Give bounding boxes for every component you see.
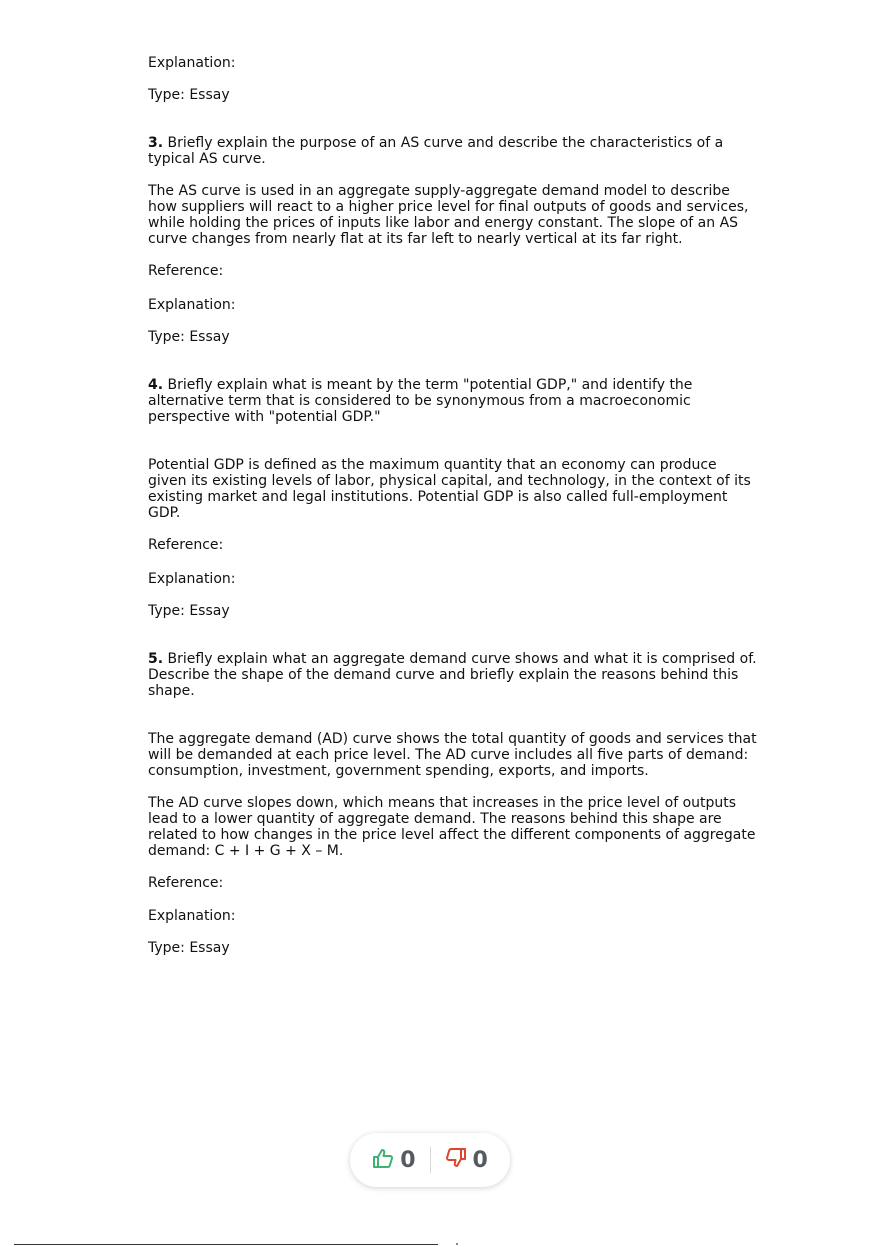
question-5-text: Briefly explain what an aggregate demand curve shows and what it is comprised of. Describe the shape of the demand curve and briefly explain the reasons behind this shape. [148, 651, 757, 699]
downvote-button[interactable] [431, 1148, 502, 1173]
question-3-reference: Reference: [148, 263, 224, 279]
question-3-type: Type: Essay [148, 329, 230, 345]
question-5-explanation: Explanation: [148, 908, 236, 924]
question-3-prompt [148, 135, 758, 167]
upvote-count: 0 [400, 1147, 416, 1173]
question-5-number: 5. [148, 651, 164, 667]
top-explanation-label: Explanation: [148, 55, 236, 71]
question-5-answer-part-1: The aggregate demand (AD) curve shows the total quantity of goods and services that will be demanded at each price level. The AD curve includes all five parts of demand: consumption, investment, government spending, exports, and imports. [148, 731, 757, 779]
question-4-number: 4. [148, 377, 164, 393]
question-4-reference: Reference: [148, 537, 224, 553]
document-page [148, 55, 758, 956]
question-5 [148, 651, 758, 956]
question-4-explanation: Explanation: [148, 571, 236, 587]
question-3-answer: The AS curve is used in an aggregate supply-aggregate demand model to describe how suppliers will react to a higher price level for final outputs of goods and services, while holding the prices of inputs like labor and energy constant. The slope of an AS curve changes from nearly flat at its far left to nearly vertical at its far right. [148, 183, 749, 247]
question-3-explanation: Explanation: [148, 297, 236, 313]
question-5-reference: Reference: [148, 875, 224, 891]
question-5-type: Type: Essay [148, 940, 230, 956]
question-3 [148, 135, 758, 345]
upvote-button[interactable] [358, 1148, 429, 1173]
thumbs-down-icon [445, 1148, 467, 1172]
footer-divider [14, 1244, 438, 1245]
question-3-number: 3. [148, 135, 164, 151]
question-4-text: Briefly explain what is meant by the term "potential GDP," and identify the alternative term that is considered to be synonymous from a macroeconomic perspective with "potential GDP." [148, 377, 693, 425]
downvote-count: 0 [472, 1147, 488, 1173]
thumbs-up-icon [372, 1148, 394, 1172]
top-type-label: Type: Essay [148, 87, 230, 103]
question-3-text: Briefly explain the purpose of an AS curve and describe the characteristics of a typical AS curve. [148, 135, 724, 167]
question-5-prompt [148, 651, 758, 699]
footer-dot [456, 1243, 458, 1245]
question-4 [148, 377, 758, 619]
question-4-answer: Potential GDP is defined as the maximum quantity that an economy can produce given its existing levels of labor, physical capital, and technology, in the context of its existing market and legal institutions. Potential GDP is also called full-employment GDP. [148, 457, 751, 521]
question-4-prompt [148, 377, 758, 425]
question-5-answer-part-2: The AD curve slopes down, which means that increases in the price level of outputs lead to a lower quantity of aggregate demand. The reasons behind this shape are related to how changes in the price level affect the different components of aggregate demand: C + I + G + X – M. [148, 795, 756, 859]
question-4-type: Type: Essay [148, 603, 230, 619]
vote-bar [350, 1133, 510, 1187]
